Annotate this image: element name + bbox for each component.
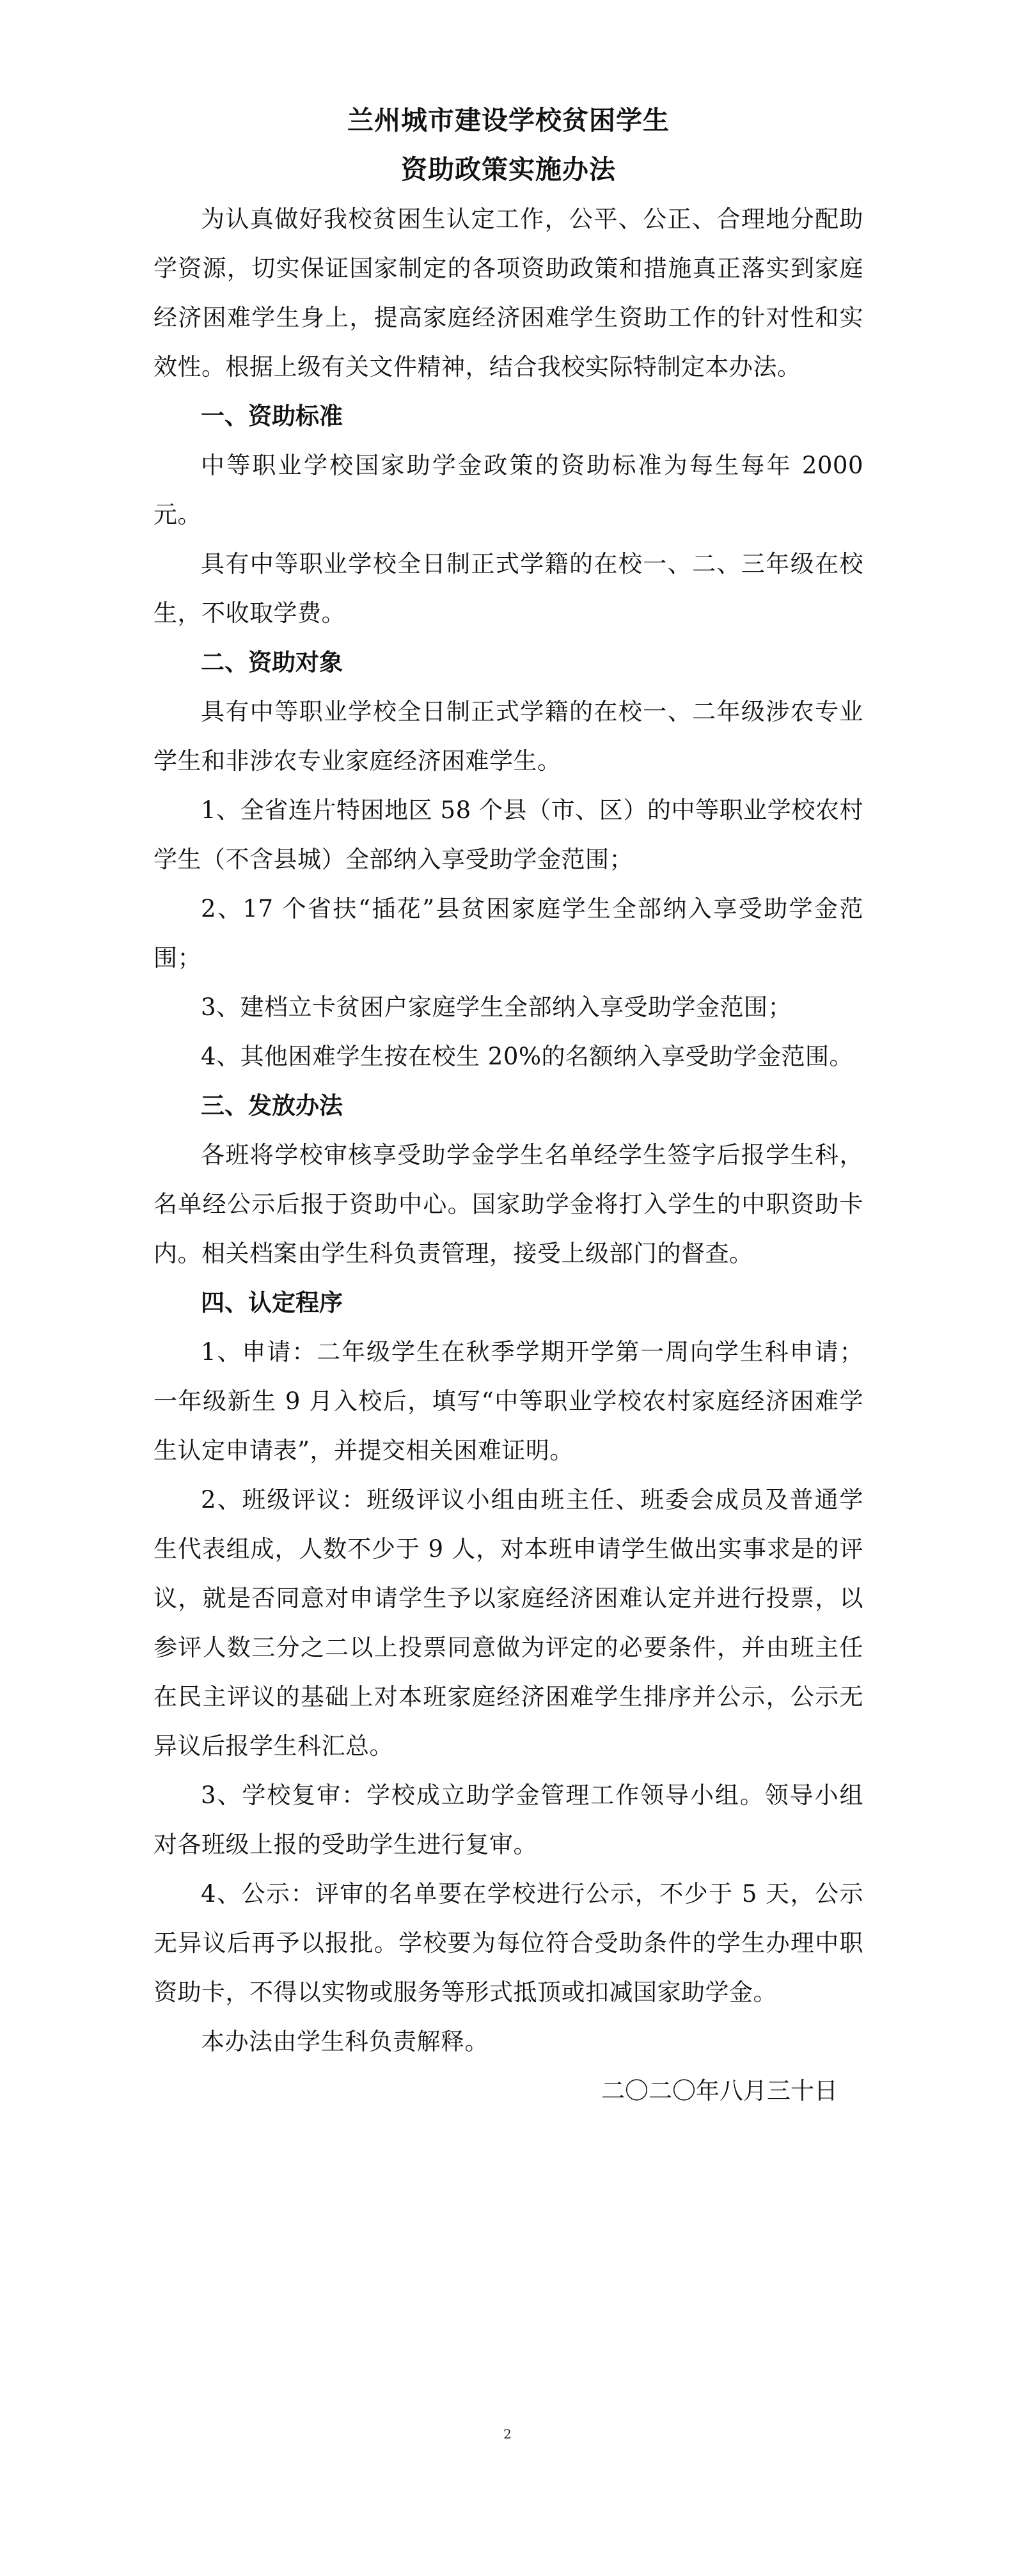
section2-list-item: 1、全省连片特困地区 58 个县（市、区）的中等职业学校农村学生（不含县城）全部纳入享受助学金范围；	[153, 796, 863, 873]
section2-list-item: 3、建档立卡贫困户家庭学生全部纳入享受助学金范围；	[201, 993, 792, 1021]
section2-paragraph: 具有中等职业学校全日制正式学籍的在校一、二年级涉农专业学生和非涉农专业家庭经济困难学生。	[153, 698, 863, 775]
document-title-line1: 兰州城市建设学校贫困学生	[347, 105, 670, 136]
section1-paragraph: 具有中等职业学校全日制正式学籍的在校一、二、三年级在校生，不收取学费。	[153, 550, 863, 627]
section3-heading: 三、发放办法	[201, 1091, 343, 1119]
intro-paragraph: 为认真做好我校贫困生认定工作，公平、公正、合理地分配助学资源，切实保证国家制定的各项资助政策和措施真正落实到家庭经济困难学生身上，提高家庭经济困难学生资助工作的针对性和实效性。根据上级有关文件精神，结合我校实际特制定本办法。	[153, 205, 863, 381]
section4-list-item: 4、公示：评审的名单要在学校进行公示，不少于 5 天，公示无异议后再予以报批。学校要为每位符合受助条件的学生办理中职资助卡，不得以实物或服务等形式抵顶或扣减国家助学金。	[153, 1880, 863, 2006]
page-number: 2	[503, 2426, 512, 2442]
section2-list-item: 4、其他困难学生按在校生 20%的名额纳入享受助学金范围。	[201, 1043, 854, 1070]
section4-list-item: 1、申请：二年级学生在秋季学期开学第一周向学生科申请；一年级新生 9 月入校后，填写“中等职业学校农村家庭经济困难学生认定申请表”，并提交相关困难证明。	[153, 1338, 863, 1464]
section1-paragraph: 中等职业学校国家助学金政策的资助标准为每生每年 2000 元。	[153, 452, 863, 528]
document-title-line2: 资助政策实施办法	[401, 154, 616, 185]
section2-list-item: 2、17 个省扶“插花”县贫困家庭学生全部纳入享受助学金范围；	[153, 895, 863, 972]
section1-heading: 一、资助标准	[201, 402, 343, 430]
section4-heading: 四、认定程序	[201, 1288, 343, 1316]
closing-paragraph: 本办法由学生科负责解释。	[201, 2028, 489, 2055]
section4-list-item: 3、学校复审：学校成立助学金管理工作领导小组。领导小组对各班级上报的受助学生进行复审。	[153, 1782, 863, 1858]
section3-paragraph: 各班将学校审核享受助学金学生名单经学生签字后报学生科，名单经公示后报于资助中心。国家助学金将打入学生的中职资助卡内。相关档案由学生科负责管理，接受上级部门的督查。	[153, 1141, 863, 1267]
document-body	[153, 96, 863, 2115]
document-date: 二〇二〇年八月三十日	[601, 2077, 838, 2105]
section2-heading: 二、资助对象	[201, 648, 343, 676]
section4-list-item: 2、班级评议：班级评议小组由班主任、班委会成员及普通学生代表组成，人数不少于 9 人，对本班申请学生做出实事求是的评议，就是否同意对申请学生予以家庭经济困难认定并进行投票，以参评人数三分之二以上投票同意做为评定的必要条件，并由班主任在民主评议的基础上对本班家庭经济困难学生排序并公示，公示无异议后报学生科汇总。	[153, 1486, 863, 1760]
